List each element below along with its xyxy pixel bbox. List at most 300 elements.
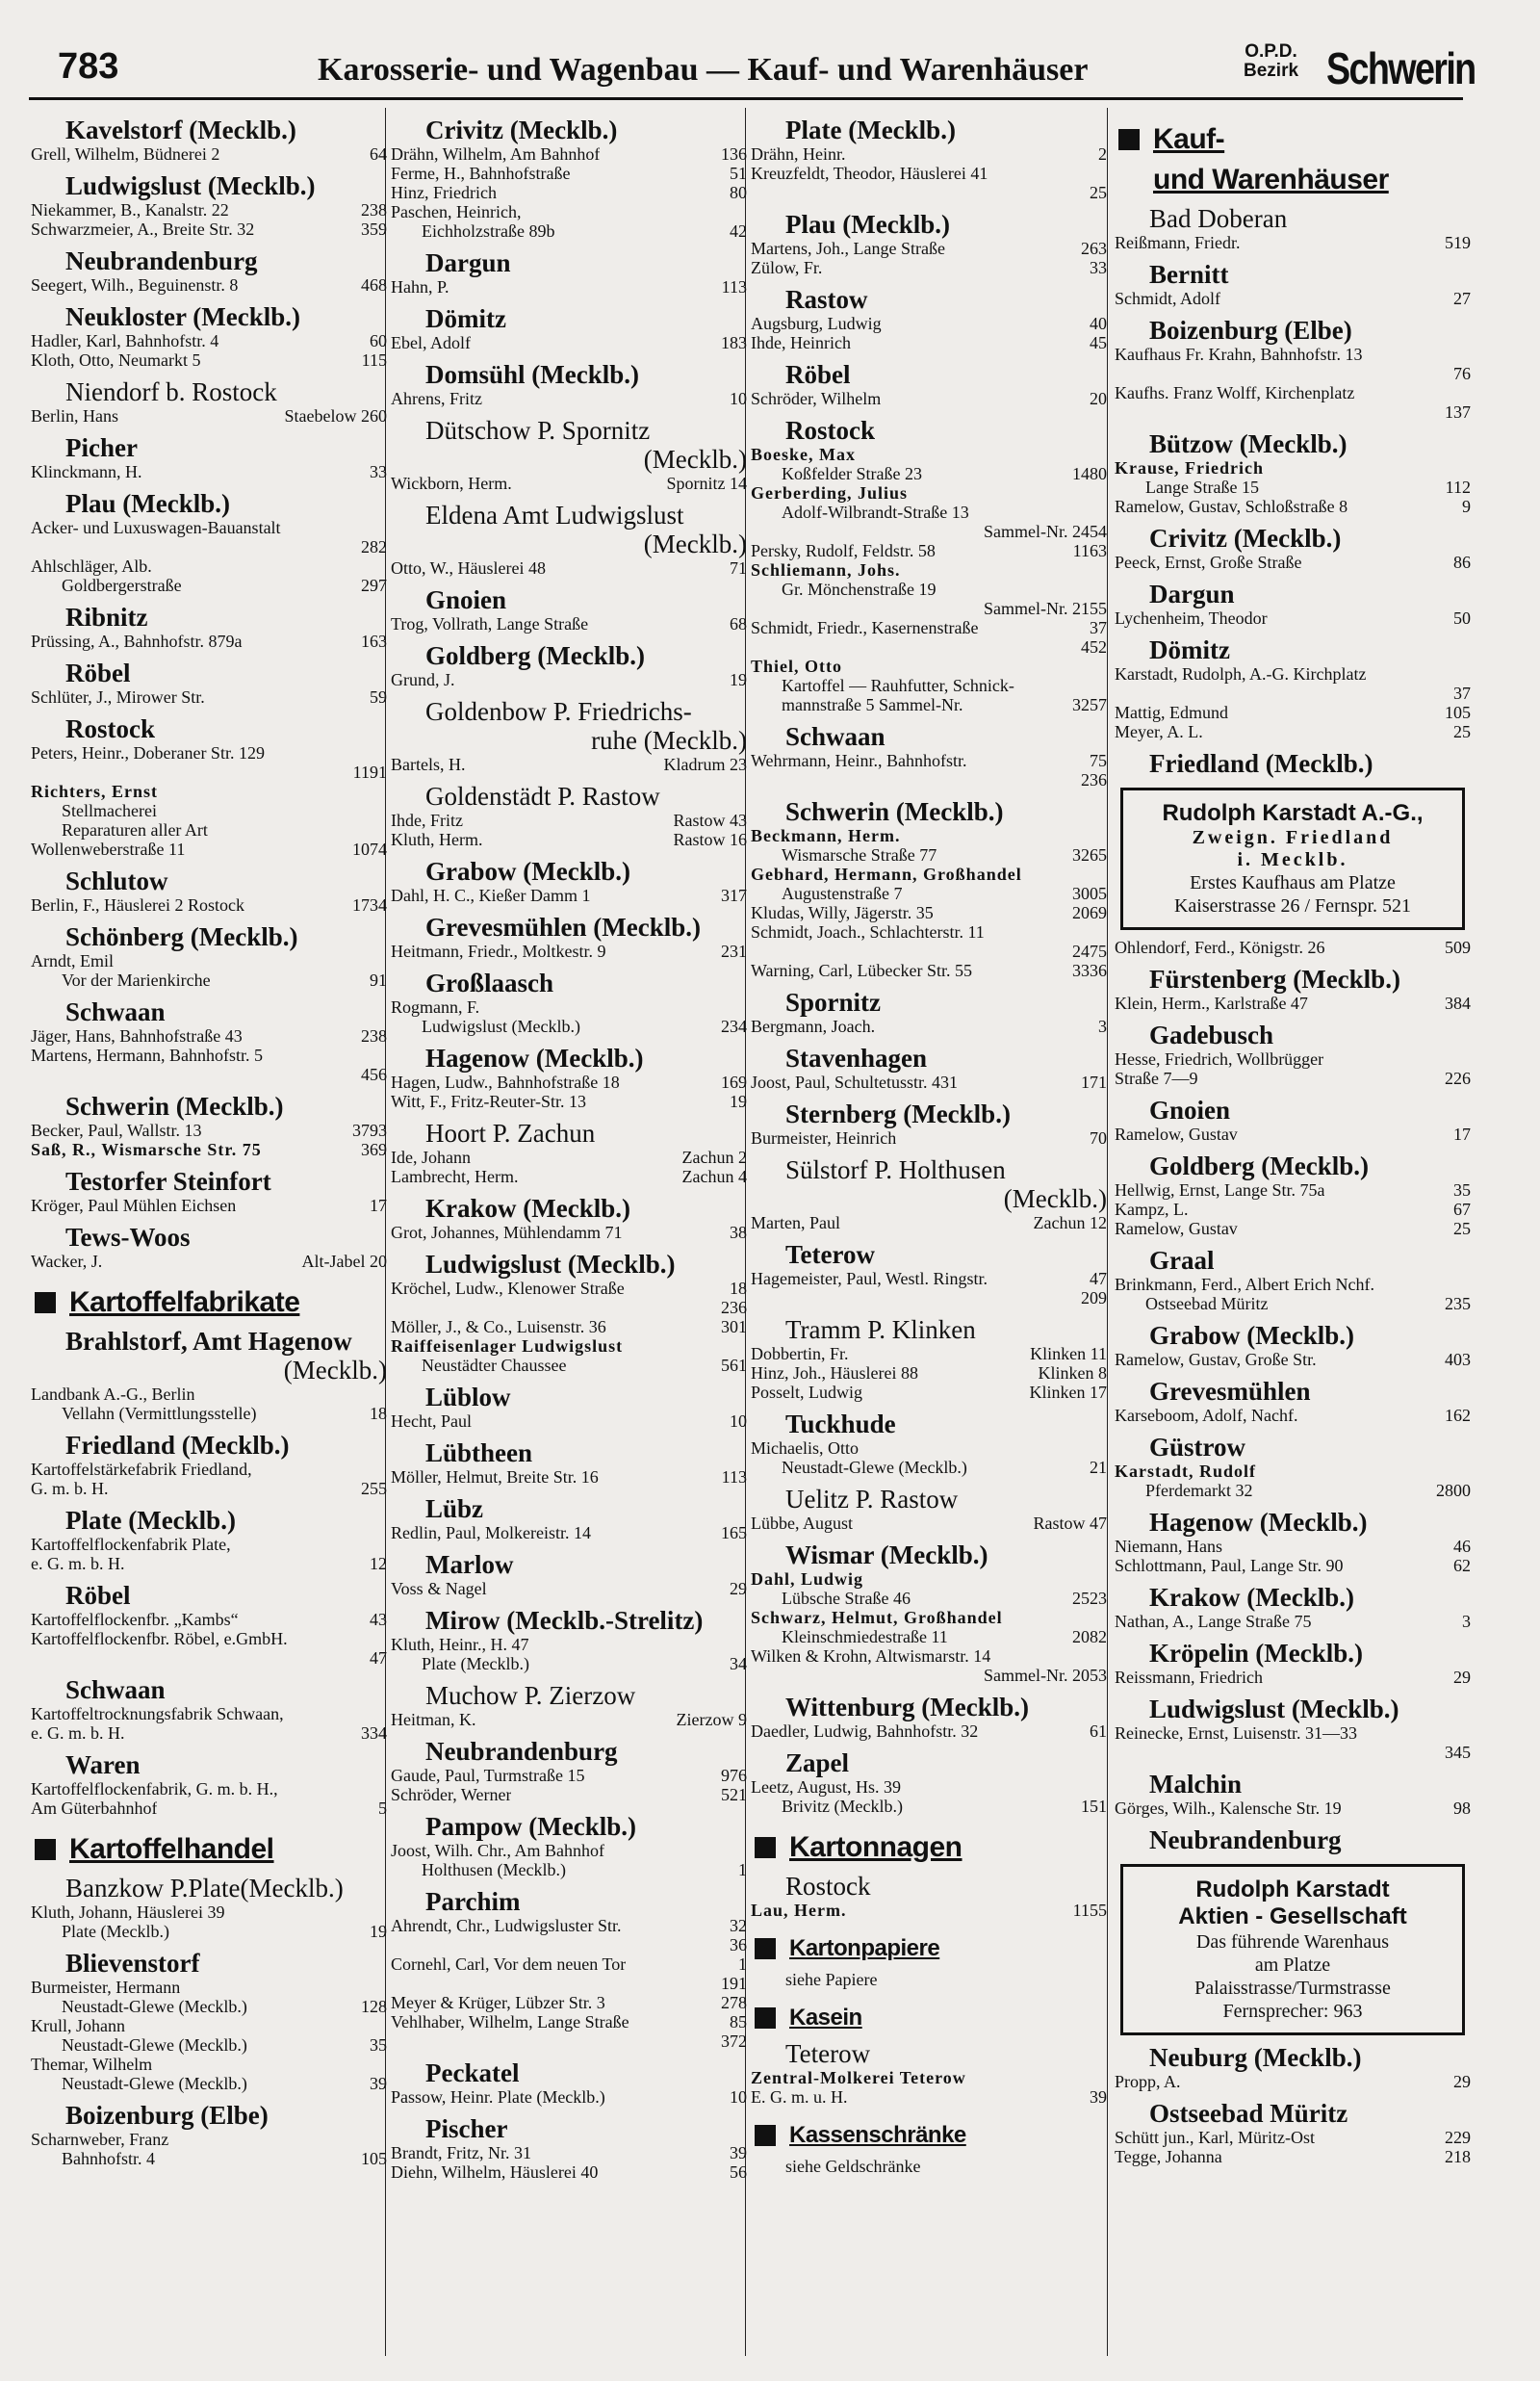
list-item xyxy=(391,1411,747,1431)
entry-name: Paschen, Heinrich, xyxy=(391,202,522,221)
entry-phone xyxy=(381,1385,387,1404)
entry-name: Lau, Herm. xyxy=(751,1901,847,1920)
town-heading: Uelitz P. Rastow xyxy=(785,1485,959,1514)
cross-reference: siehe Papiere xyxy=(785,1970,878,1989)
entry-phone: 40 xyxy=(1090,314,1107,333)
ad-line: i. Mecklb. xyxy=(1237,849,1348,870)
entry-phone: 3005 xyxy=(1072,884,1107,903)
town-heading: Picher xyxy=(65,433,138,462)
list-item xyxy=(1115,1049,1471,1069)
entry-phone xyxy=(381,518,387,537)
ad-line: Das führende Warenhaus xyxy=(1195,1931,1390,1953)
list-item xyxy=(751,1269,1107,1288)
entry-phone: 86 xyxy=(1453,553,1471,572)
entry-phone: 561 xyxy=(721,1356,747,1375)
list-item xyxy=(391,333,747,352)
entry-phone: 519 xyxy=(1445,233,1471,252)
entry-continuation: 2475 xyxy=(1072,942,1107,961)
list-item xyxy=(391,1993,747,2012)
town-heading: Blievenstorf xyxy=(65,1949,200,1978)
list-item xyxy=(751,1073,1107,1092)
entry-name: Holthusen (Mecklb.) xyxy=(422,1860,566,1879)
section-heading xyxy=(1118,123,1471,156)
entry-name: Acker- und Luxuswagen-Bauanstalt xyxy=(31,518,281,537)
entry-phone: 45 xyxy=(1090,333,1107,352)
town-heading: Plau (Mecklb.) xyxy=(65,489,230,518)
town-heading: Testorfer Steinfort xyxy=(65,1167,271,1196)
town-heading: Crivitz (Mecklb.) xyxy=(425,116,618,144)
entry-name: Goldbergerstraße xyxy=(62,576,182,595)
entry-name: Klinckmann, H. xyxy=(31,462,142,481)
entry-phone: 98 xyxy=(1453,1799,1471,1818)
entry-phone: 70 xyxy=(1090,1128,1107,1148)
entry-phone xyxy=(1465,458,1471,478)
entry-name: Drähn, Heinr. xyxy=(751,144,846,164)
entry-name: e. G. m. b. H. xyxy=(31,1554,125,1573)
advertisement-karstadt-friedland xyxy=(1120,788,1465,930)
entry-name: Hagen, Ludw., Bahnhofstraße 18 xyxy=(391,1073,620,1092)
entry-phone: 80 xyxy=(730,183,747,202)
entry-phone: 359 xyxy=(361,220,387,239)
section-square-icon xyxy=(35,1292,56,1313)
entry-phone: 521 xyxy=(721,1785,747,1804)
section-square-icon xyxy=(755,2125,776,2146)
entry-name: Martens, Hermann, Bahnhofstr. 5 xyxy=(31,1046,263,1065)
entry-phone: 334 xyxy=(361,1723,387,1743)
section-title: Kartonnagen xyxy=(789,1831,962,1863)
list-item xyxy=(31,1140,387,1159)
list-item xyxy=(1115,458,1471,478)
entry-name: Görges, Wilh., Kalensche Str. 19 xyxy=(1115,1799,1342,1818)
ad-line: am Platze xyxy=(1254,1954,1331,1976)
town-heading: Hoort P. Zachun xyxy=(425,1119,596,1148)
town-heading: Zapel xyxy=(785,1748,850,1777)
list-item xyxy=(751,961,1107,980)
list-item xyxy=(1115,664,1471,684)
entry-phone: 3336 xyxy=(1072,961,1107,980)
entry-phone xyxy=(381,801,387,820)
entry-phone xyxy=(381,2055,387,2074)
town-heading: Muchow P. Zierzow xyxy=(425,1681,636,1710)
column-2 xyxy=(391,108,747,2361)
town-heading: Pampow (Mecklb.) xyxy=(425,1812,636,1841)
town-heading: Goldberg (Mecklb.) xyxy=(1149,1152,1369,1180)
list-item xyxy=(1115,1537,1471,1556)
list-item xyxy=(391,2012,747,2032)
entry-continuation: 37 xyxy=(1453,684,1471,703)
entry-phone xyxy=(1101,580,1107,599)
entry-name: Krause, Friedrich xyxy=(1115,458,1264,478)
entry-name: Ostseebad Müritz xyxy=(1145,1294,1269,1313)
opd-top: O.P.D. xyxy=(1245,41,1297,62)
entry-name: Neustadt-Glewe (Mecklb.) xyxy=(62,2035,247,2055)
list-item xyxy=(751,503,1107,522)
town-heading: Fürstenberg (Mecklb.) xyxy=(1149,965,1400,994)
list-item xyxy=(31,1404,387,1423)
entry-name: Möller, Helmut, Breite Str. 16 xyxy=(391,1467,599,1487)
entry-phone: 12 xyxy=(370,1554,387,1573)
entry-continuation: 452 xyxy=(1081,637,1107,657)
entry-phone: 46 xyxy=(1453,1537,1471,1556)
ad-title: Rudolph Karstadt xyxy=(1195,1876,1390,1902)
list-item xyxy=(391,1336,747,1356)
entry-name: Arndt, Emil xyxy=(31,951,114,971)
entry-name: Meyer & Krüger, Lübzer Str. 3 xyxy=(391,1993,605,2012)
entry-continuation: (Mecklb.) xyxy=(1003,1184,1107,1213)
entry-name: Plate (Mecklb.) xyxy=(422,1654,529,1673)
entry-continuation: (Mecklb.) xyxy=(643,445,747,474)
list-item xyxy=(391,670,747,689)
list-item xyxy=(391,1073,747,1092)
entry-phone xyxy=(1101,1608,1107,1627)
entry-phone: 1734 xyxy=(352,895,387,915)
entry-name: Heitman, K. xyxy=(391,1710,476,1729)
list-item xyxy=(391,474,747,493)
entry-phone: 32 xyxy=(730,1916,747,1935)
entry-phone xyxy=(1101,503,1107,522)
entry-phone: 75 xyxy=(1090,751,1107,770)
town-heading: Mirow (Mecklb.-Strelitz) xyxy=(425,1606,704,1635)
list-item xyxy=(31,743,387,763)
list-item xyxy=(751,618,1107,637)
list-item xyxy=(751,845,1107,865)
list-item xyxy=(751,580,1107,599)
entry-name: Burmeister, Hermann xyxy=(31,1978,181,1997)
entry-name: Karseboom, Adolf, Nachf. xyxy=(1115,1406,1298,1425)
entry-continuation: 236 xyxy=(721,1298,747,1317)
list-item xyxy=(1115,2147,1471,2166)
entry-name: Adolf-Wilbrandt-Straße 13 xyxy=(782,503,969,522)
town-heading: Neubrandenburg xyxy=(65,246,258,275)
entry-phone: 27 xyxy=(1453,289,1471,308)
entry-name: Brandt, Fritz, Nr. 31 xyxy=(391,2143,531,2162)
town-heading: Tramm P. Klinken xyxy=(785,1315,976,1344)
town-heading: Grabow (Mecklb.) xyxy=(425,857,630,886)
town-heading: Grevesmühlen xyxy=(1149,1377,1311,1406)
entry-phone: 38 xyxy=(730,1223,747,1242)
entry-name: Ohlendorf, Ferd., Königstr. 26 xyxy=(1115,938,1325,957)
list-item xyxy=(31,1196,387,1215)
entry-name: Schröder, Wilhelm xyxy=(751,389,882,408)
town-heading: Plate (Mecklb.) xyxy=(785,116,956,144)
list-item xyxy=(391,1860,747,1879)
entry-continuation: (Mecklb.) xyxy=(643,530,747,558)
town-heading: Brahlstorf, Amt Hagenow xyxy=(65,1327,352,1356)
entry-name: Bergmann, Joach. xyxy=(751,1017,876,1036)
section-heading xyxy=(755,1935,1107,1962)
entry-phone xyxy=(381,820,387,840)
entry-name: Zülow, Fr. xyxy=(751,258,823,277)
entry-name: Gaude, Paul, Turmstraße 15 xyxy=(391,1766,585,1785)
entry-name: Martens, Joh., Lange Straße xyxy=(751,239,945,258)
entry-phone xyxy=(1101,483,1107,503)
list-item xyxy=(751,884,1107,903)
ad-title: Rudolph Karstadt A.-G., xyxy=(1162,800,1424,826)
list-item xyxy=(31,840,387,859)
entry-name: Peeck, Ernst, Große Straße xyxy=(1115,553,1302,572)
entry-phone: 165 xyxy=(721,1523,747,1542)
entry-phone: 255 xyxy=(361,1479,387,1498)
list-item xyxy=(751,676,1107,695)
section-square-icon xyxy=(35,1839,56,1860)
entry-continuation: 372 xyxy=(721,2032,747,2051)
entry-name: Ramelow, Gustav, Große Str. xyxy=(1115,1350,1317,1369)
entry-phone: Alt-Jabel 20 xyxy=(301,1252,387,1271)
list-item xyxy=(391,1635,747,1654)
town-heading: Neubrandenburg xyxy=(425,1737,618,1766)
list-item xyxy=(391,1467,747,1487)
entry-name: Reißmann, Friedr. xyxy=(1115,233,1241,252)
entry-phone: 18 xyxy=(370,1404,387,1423)
list-item xyxy=(1115,1462,1471,1481)
entry-name: Schmidt, Joach., Schlachterstr. 11 xyxy=(751,922,985,942)
entry-phone: 2 xyxy=(1098,144,1107,164)
list-item xyxy=(751,164,1107,183)
town-heading: Dömitz xyxy=(1149,635,1230,664)
entry-name: Am Güterbahnhof xyxy=(31,1799,158,1818)
town-heading: Domsühl (Mecklb.) xyxy=(425,360,639,389)
list-item xyxy=(391,886,747,905)
entry-phone xyxy=(1101,657,1107,676)
entry-phone: 2800 xyxy=(1436,1481,1471,1500)
list-item xyxy=(1115,233,1471,252)
entry-name: Klein, Herm., Karlstraße 47 xyxy=(1115,994,1308,1013)
entry-continuation: 345 xyxy=(1445,1743,1471,1762)
list-item xyxy=(751,657,1107,676)
ad-line: Palaisstrasse/Turmstrasse xyxy=(1194,1978,1391,1999)
list-item xyxy=(751,1721,1107,1741)
list-item xyxy=(31,1026,387,1046)
section-title: Kartonpapiere xyxy=(789,1935,940,1961)
entry-phone: 43 xyxy=(370,1610,387,1629)
entry-continuation: Sammel-Nr. 2454 xyxy=(984,522,1107,541)
town-heading: Röbel xyxy=(65,659,131,687)
entry-name: Plate (Mecklb.) xyxy=(62,1922,169,1941)
entry-phone: Zachun 4 xyxy=(681,1167,747,1186)
entry-phone: 231 xyxy=(721,942,747,961)
list-item xyxy=(31,1978,387,1997)
list-item xyxy=(391,830,747,849)
list-item xyxy=(31,1046,387,1065)
entry-name: Schröder, Werner xyxy=(391,1785,512,1804)
entry-name: Kröchel, Ludw., Klenower Straße xyxy=(391,1279,625,1298)
section-title: Kartoffelhandel xyxy=(69,1833,274,1865)
entry-phone: 3265 xyxy=(1072,845,1107,865)
entry-name: Augsburg, Ludwig xyxy=(751,314,882,333)
list-item xyxy=(1115,1069,1471,1088)
list-item xyxy=(391,277,747,297)
entry-phone: Zierzow 9 xyxy=(676,1710,747,1729)
town-heading: Waren xyxy=(65,1750,141,1779)
ad-line: Kaiserstrasse 26 / Fernspr. 521 xyxy=(1173,895,1412,917)
entry-continuation: 137 xyxy=(1445,402,1471,422)
town-heading: Sternberg (Mecklb.) xyxy=(785,1100,1011,1128)
town-heading: Hagenow (Mecklb.) xyxy=(1149,1508,1368,1537)
entry-name: Jäger, Hans, Bahnhofstraße 43 xyxy=(31,1026,243,1046)
list-item xyxy=(751,903,1107,922)
entry-name: Ahrens, Fritz xyxy=(391,389,482,408)
list-item xyxy=(31,1479,387,1498)
list-item xyxy=(751,1213,1107,1232)
list-item xyxy=(391,811,747,830)
list-item xyxy=(1115,1481,1471,1500)
entry-phone: 39 xyxy=(370,2074,387,2093)
list-item xyxy=(391,1654,747,1673)
entry-name: Kaufhaus Fr. Krahn, Bahnhofstr. 13 xyxy=(1115,345,1363,364)
town-heading: Plau (Mecklb.) xyxy=(785,210,950,239)
page-number: 783 xyxy=(58,46,119,87)
entry-name: Kludas, Willy, Jägerstr. 35 xyxy=(751,903,934,922)
entry-phone: 112 xyxy=(1445,478,1471,497)
list-item xyxy=(391,1954,747,1974)
list-item xyxy=(31,1704,387,1723)
entry-name: Niekammer, B., Kanalstr. 22 xyxy=(31,200,229,220)
list-item xyxy=(391,389,747,408)
town-heading: Neukloster (Mecklb.) xyxy=(65,302,300,331)
section-title: Kartoffelfabrikate xyxy=(69,1286,300,1318)
list-item xyxy=(31,518,387,537)
entry-phone xyxy=(1465,1275,1471,1294)
town-heading: Neubrandenburg xyxy=(1149,1825,1342,1854)
entry-name: Neustadt-Glewe (Mecklb.) xyxy=(782,1458,967,1477)
town-heading: Dütschow P. Spornitz xyxy=(425,416,651,445)
list-item xyxy=(391,1279,747,1298)
entry-phone: 1 xyxy=(738,1954,747,1974)
town-heading: Schwaan xyxy=(65,1675,166,1704)
entry-name: Vor der Marienkirche xyxy=(62,971,211,990)
entry-phone: Klinken 8 xyxy=(1038,1363,1107,1383)
entry-name: Ramelow, Gustav xyxy=(1115,1125,1238,1144)
entry-phone: 263 xyxy=(1081,239,1107,258)
list-item xyxy=(31,200,387,220)
entry-name: Hinz, Joh., Häuslerei 88 xyxy=(751,1363,918,1383)
entry-continuation: 25 xyxy=(1090,183,1107,202)
section-square-icon xyxy=(755,1938,776,1959)
entry-name: Redlin, Paul, Molkereistr. 14 xyxy=(391,1523,591,1542)
entry-phone: 3 xyxy=(1462,1612,1471,1631)
list-item xyxy=(391,558,747,578)
entry-continuation: 47 xyxy=(370,1648,387,1668)
section-title: und Warenhäuser xyxy=(1153,164,1389,195)
entry-name: Warning, Carl, Lübecker Str. 55 xyxy=(751,961,972,980)
section-title: Kasein xyxy=(789,2005,862,2031)
entry-name: Straße 7—9 xyxy=(1115,1069,1198,1088)
entry-phone: 19 xyxy=(370,1922,387,1941)
entry-phone: 1074 xyxy=(352,840,387,859)
list-item xyxy=(31,1535,387,1554)
list-item xyxy=(391,755,747,774)
list-item xyxy=(1115,2072,1471,2091)
list-item xyxy=(1115,994,1471,1013)
entry-phone xyxy=(1101,560,1107,580)
list-item xyxy=(751,2087,1107,2107)
town-heading: Kröpelin (Mecklb.) xyxy=(1149,1639,1363,1668)
entry-phone: 238 xyxy=(361,1026,387,1046)
town-heading: Goldenbow P. Friedrichs- xyxy=(425,697,692,726)
entry-name: Gebhard, Hermann, Großhandel xyxy=(751,865,1022,884)
section-square-icon xyxy=(755,2007,776,2029)
list-item xyxy=(31,801,387,820)
entry-phone: Klinken 17 xyxy=(1029,1383,1107,1402)
list-item xyxy=(751,1646,1107,1666)
town-heading: Banzkow P.Plate(Mecklb.) xyxy=(65,1874,344,1902)
entry-phone: 71 xyxy=(730,558,747,578)
list-item xyxy=(391,997,747,1017)
list-item xyxy=(31,971,387,990)
list-item xyxy=(391,164,747,183)
entry-name: Hellwig, Ernst, Lange Str. 75a xyxy=(1115,1180,1325,1200)
section-heading xyxy=(1118,164,1471,196)
entry-name: Thiel, Otto xyxy=(751,657,842,676)
entry-name: Kloth, Otto, Neumarkt 5 xyxy=(31,350,201,370)
list-item xyxy=(391,202,747,221)
list-item xyxy=(31,1610,387,1629)
entry-phone: 509 xyxy=(1445,938,1471,957)
entry-name: Karstadt, Rudolph, A.-G. Kirchplatz xyxy=(1115,664,1367,684)
entry-name: Grell, Wilhelm, Büdnerei 2 xyxy=(31,144,220,164)
town-heading: Ostseebad Müritz xyxy=(1149,2099,1348,2128)
entry-name: Ide, Johann xyxy=(391,1148,471,1167)
list-item xyxy=(31,2016,387,2035)
town-heading: Dargun xyxy=(425,248,511,277)
list-item xyxy=(391,1356,747,1375)
town-heading: Bad Doberan xyxy=(1149,204,1288,233)
entry-name: Tegge, Johanna xyxy=(1115,2147,1222,2166)
town-heading: Dargun xyxy=(1149,580,1235,608)
list-item xyxy=(31,556,387,576)
entry-name: Kaufhs. Franz Wolff, Kirchenplatz xyxy=(1115,383,1355,402)
list-item xyxy=(751,1128,1107,1148)
list-item xyxy=(31,1902,387,1922)
entry-name: Vehlhaber, Wilhelm, Lange Straße xyxy=(391,2012,629,2032)
list-item xyxy=(751,1901,1107,1920)
town-heading: Goldenstädt P. Rastow xyxy=(425,782,660,811)
list-item xyxy=(751,239,1107,258)
entry-name: Ahrendt, Chr., Ludwigsluster Str. xyxy=(391,1916,622,1935)
entry-phone: 105 xyxy=(1445,703,1471,722)
entry-name: Boeske, Max xyxy=(751,445,856,464)
entry-name: Gerberding, Julius xyxy=(751,483,909,503)
entry-name: Gr. Mönchenstraße 19 xyxy=(782,580,937,599)
entry-name: Hecht, Paul xyxy=(391,1411,472,1431)
entry-name: Kluth, Heinr., H. 47 xyxy=(391,1635,529,1654)
entry-phone: 91 xyxy=(370,971,387,990)
entry-phone: 35 xyxy=(370,2035,387,2055)
town-heading: Großlaasch xyxy=(425,969,554,997)
entry-name: Stellmacherei xyxy=(62,801,157,820)
town-heading: Rostock xyxy=(785,416,875,445)
list-item xyxy=(391,2087,747,2107)
list-item xyxy=(751,314,1107,333)
list-item xyxy=(31,2055,387,2074)
entry-phone: 369 xyxy=(361,1140,387,1159)
entry-name: Wickborn, Herm. xyxy=(391,474,512,493)
list-item xyxy=(31,951,387,971)
town-heading: Ludwigslust (Mecklb.) xyxy=(1149,1695,1399,1723)
list-item xyxy=(391,1017,747,1036)
entry-name: Schwarz, Helmut, Großhandel xyxy=(751,1608,1003,1627)
list-item xyxy=(1115,1556,1471,1575)
entry-name: Schwarzmeier, A., Breite Str. 32 xyxy=(31,220,255,239)
entry-phone: 19 xyxy=(730,670,747,689)
column-divider xyxy=(1107,108,1108,2356)
entry-phone: 403 xyxy=(1445,1350,1471,1369)
entry-phone: 317 xyxy=(721,886,747,905)
entry-phone xyxy=(381,1902,387,1922)
entry-phone: 384 xyxy=(1445,994,1471,1013)
entry-name: Lychenheim, Theodor xyxy=(1115,608,1268,628)
list-item xyxy=(751,1363,1107,1383)
